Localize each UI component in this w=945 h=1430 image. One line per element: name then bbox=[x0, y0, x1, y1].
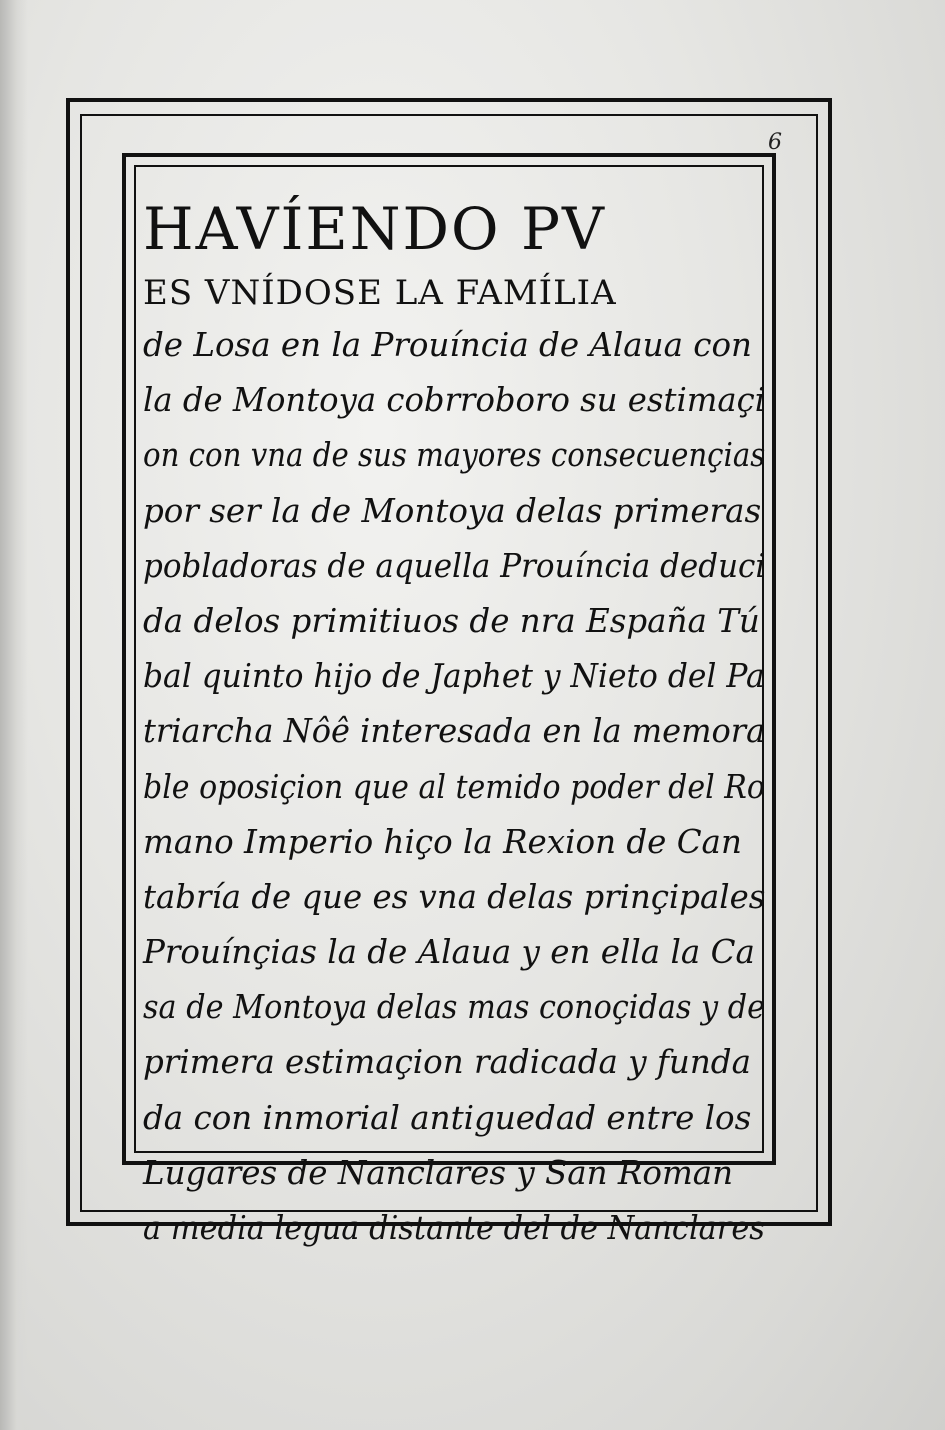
body-line-6: da delos primitiuos de nra España Tú bbox=[143, 601, 760, 640]
body-line-14: primera estimaçion radicada y funda bbox=[143, 1043, 751, 1082]
body-line-8: triarcha Nôê interesada en la memora bbox=[143, 712, 766, 751]
body-line-15: da con inmorial antiguedad entre los bbox=[143, 1098, 752, 1137]
body-line-3: on con vna de sus mayores consecuençias bbox=[143, 436, 766, 475]
body-line-16: Lugares de Nanclares y San Roman bbox=[143, 1153, 734, 1192]
heading-line-2: ES VNÍDOSE LA FAMÍLIA bbox=[143, 273, 617, 313]
heading-line-1: HAVÍENDO PV bbox=[143, 195, 606, 263]
body-line-13: sa de Montoya delas mas conoçidas y de bbox=[143, 988, 766, 1027]
body-line-11: tabría de que es vna delas prinçipales bbox=[143, 877, 766, 916]
page-edge-shadow bbox=[0, 0, 28, 1430]
body-line-4: por ser la de Montoya delas primeras bbox=[143, 491, 762, 530]
body-line-1: de Losa en la Prouíncia de Alaua con bbox=[143, 326, 752, 364]
body-line-17: a media legua distante del de Nanclares bbox=[143, 1209, 765, 1247]
body-line-5: pobladoras de aquella Prouíncia deduci bbox=[143, 546, 766, 585]
manuscript-text-block bbox=[143, 190, 768, 1256]
body-line-12: Prouínçias la de Alaua y en ella la Ca bbox=[143, 933, 755, 972]
body-line-2: la de Montoya cobrroboro su estimaçi bbox=[143, 381, 766, 420]
page-number: 6 bbox=[768, 130, 782, 155]
body-line-7: bal quinto hijo de Japhet y Nieto del Pa bbox=[143, 657, 765, 696]
body-line-9: ble oposiçion que al temido poder del Ro bbox=[143, 767, 765, 806]
body-line-10: mano Imperio hiço la Rexion de Can bbox=[143, 822, 742, 861]
